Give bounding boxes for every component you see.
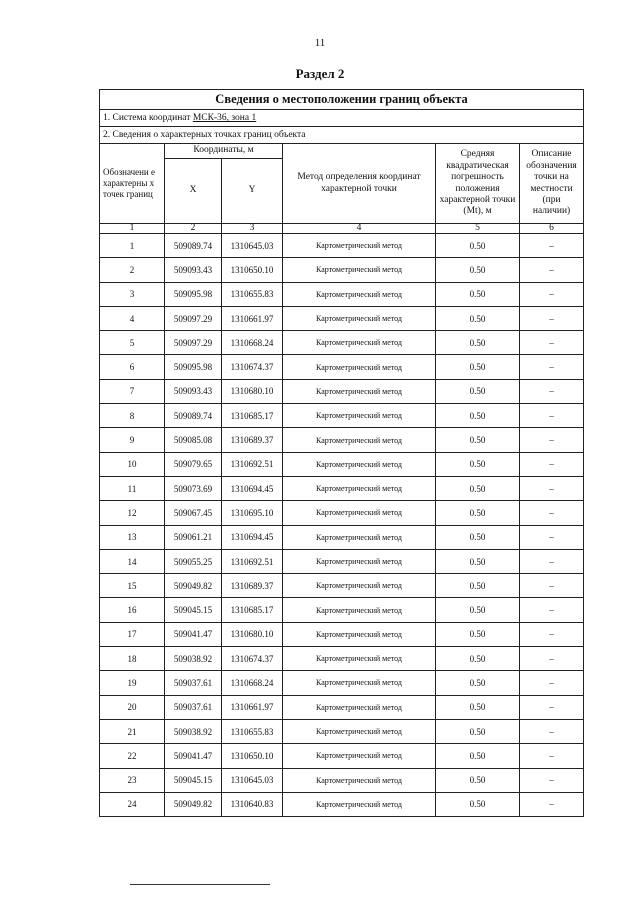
coord-y-cell: 1310689.37	[222, 428, 283, 452]
method-cell: Картометрический метод	[283, 452, 436, 476]
coord-y-cell: 1310692.51	[222, 452, 283, 476]
coord-y-cell: 1310680.10	[222, 379, 283, 403]
table-row	[100, 306, 584, 330]
method-cell: Картометрический метод	[283, 622, 436, 646]
coord-x-cell: 509055.25	[165, 549, 222, 573]
table-row	[100, 744, 584, 768]
point-number-cell: 18	[100, 647, 165, 671]
point-number-cell: 24	[100, 792, 165, 816]
coord-y-cell: 1310674.37	[222, 647, 283, 671]
point-number-cell: 12	[100, 501, 165, 525]
table-row	[100, 768, 584, 792]
coord-x-cell: 509061.21	[165, 525, 222, 549]
table-row	[100, 355, 584, 379]
header-y: Y	[222, 159, 283, 224]
point-number-cell: 3	[100, 282, 165, 306]
coord-x-cell: 509079.65	[165, 452, 222, 476]
error-value-cell: 0.50	[436, 452, 520, 476]
coord-y-cell: 1310650.10	[222, 744, 283, 768]
error-value-cell: 0.50	[436, 234, 520, 258]
method-cell: Картометрический метод	[283, 306, 436, 330]
header-point-designation: Обозначени е характерны х точек границ	[100, 144, 165, 224]
table-row	[100, 598, 584, 622]
description-cell: –	[520, 234, 584, 258]
coord-y-cell: 1310680.10	[222, 622, 283, 646]
error-value-cell: 0.50	[436, 306, 520, 330]
point-number-cell: 19	[100, 671, 165, 695]
method-cell: Картометрический метод	[283, 768, 436, 792]
table-row	[100, 282, 584, 306]
table-row	[100, 671, 584, 695]
error-value-cell: 0.50	[436, 647, 520, 671]
coord-y-cell: 1310668.24	[222, 671, 283, 695]
point-number-cell: 6	[100, 355, 165, 379]
coord-x-cell: 509041.47	[165, 622, 222, 646]
point-number-cell: 11	[100, 476, 165, 500]
point-number-cell: 9	[100, 428, 165, 452]
description-cell: –	[520, 549, 584, 573]
method-cell: Картометрический метод	[283, 525, 436, 549]
column-number: 1	[100, 224, 165, 234]
coord-x-cell: 509093.43	[165, 379, 222, 403]
coord-y-cell: 1310655.83	[222, 719, 283, 743]
error-value-cell: 0.50	[436, 501, 520, 525]
table-row	[100, 574, 584, 598]
table-row	[100, 501, 584, 525]
description-cell: –	[520, 452, 584, 476]
coord-system	[100, 110, 584, 127]
coord-x-cell: 509038.92	[165, 719, 222, 743]
coord-x-cell: 509041.47	[165, 744, 222, 768]
description-cell: –	[520, 792, 584, 816]
table-row	[100, 549, 584, 573]
description-cell: –	[520, 282, 584, 306]
description-cell: –	[520, 768, 584, 792]
error-value-cell: 0.50	[436, 792, 520, 816]
method-cell: Картометрический метод	[283, 671, 436, 695]
table-row	[100, 379, 584, 403]
points-heading: 2. Сведения о характерных точках границ объекта	[100, 127, 584, 144]
coord-y-cell: 1310689.37	[222, 574, 283, 598]
table-row	[100, 428, 584, 452]
point-number-cell: 22	[100, 744, 165, 768]
description-cell: –	[520, 404, 584, 428]
error-value-cell: 0.50	[436, 574, 520, 598]
coord-x-cell: 509089.74	[165, 234, 222, 258]
header-x: X	[165, 159, 222, 224]
point-number-cell: 4	[100, 306, 165, 330]
error-value-cell: 0.50	[436, 768, 520, 792]
error-value-cell: 0.50	[436, 379, 520, 403]
column-number: 6	[520, 224, 584, 234]
coord-y-cell: 1310695.10	[222, 501, 283, 525]
coord-x-cell: 509095.98	[165, 282, 222, 306]
method-cell: Картометрический метод	[283, 695, 436, 719]
description-cell: –	[520, 695, 584, 719]
point-number-cell: 8	[100, 404, 165, 428]
point-number-cell: 15	[100, 574, 165, 598]
description-cell: –	[520, 355, 584, 379]
coord-x-cell: 509095.98	[165, 355, 222, 379]
description-cell: –	[520, 379, 584, 403]
column-number: 4	[283, 224, 436, 234]
method-cell: Картометрический метод	[283, 234, 436, 258]
coord-y-cell: 1310645.03	[222, 234, 283, 258]
error-value-cell: 0.50	[436, 258, 520, 282]
coord-x-cell: 509097.29	[165, 306, 222, 330]
coord-x-cell: 509037.61	[165, 695, 222, 719]
error-value-cell: 0.50	[436, 404, 520, 428]
table-row	[100, 452, 584, 476]
point-number-cell: 2	[100, 258, 165, 282]
method-cell: Картометрический метод	[283, 379, 436, 403]
header-description: Описание обозначения точки на местности (при наличии)	[520, 144, 584, 224]
page-number: 11	[314, 37, 326, 49]
coord-x-cell: 509038.92	[165, 647, 222, 671]
coord-y-cell: 1310668.24	[222, 331, 283, 355]
column-number: 2	[165, 224, 222, 234]
point-number-cell: 7	[100, 379, 165, 403]
method-cell: Картометрический метод	[283, 501, 436, 525]
error-value-cell: 0.50	[436, 331, 520, 355]
coord-x-cell: 509067.45	[165, 501, 222, 525]
method-cell: Картометрический метод	[283, 355, 436, 379]
coord-x-cell: 509089.74	[165, 404, 222, 428]
point-number-cell: 1	[100, 234, 165, 258]
description-cell: –	[520, 598, 584, 622]
coord-x-cell: 509045.15	[165, 598, 222, 622]
description-cell: –	[520, 306, 584, 330]
error-value-cell: 0.50	[436, 549, 520, 573]
method-cell: Картометрический метод	[283, 744, 436, 768]
column-number: 5	[436, 224, 520, 234]
coord-y-cell: 1310640.83	[222, 792, 283, 816]
table-row	[100, 476, 584, 500]
error-value-cell: 0.50	[436, 744, 520, 768]
coord-x-cell: 509093.43	[165, 258, 222, 282]
method-cell: Картометрический метод	[283, 719, 436, 743]
description-cell: –	[520, 647, 584, 671]
method-cell: Картометрический метод	[283, 404, 436, 428]
error-value-cell: 0.50	[436, 695, 520, 719]
point-number-cell: 14	[100, 549, 165, 573]
header-error: Средняя квадратическая погрешность положения характерной точки (Мt), м	[436, 144, 520, 224]
table-title: Сведения о местоположении границ объекта	[100, 90, 584, 110]
method-cell: Картометрический метод	[283, 598, 436, 622]
coord-y-cell: 1310674.37	[222, 355, 283, 379]
coord-y-cell: 1310661.97	[222, 695, 283, 719]
coord-x-cell: 509073.69	[165, 476, 222, 500]
coord-x-cell: 509045.15	[165, 768, 222, 792]
error-value-cell: 0.50	[436, 476, 520, 500]
column-number: 3	[222, 224, 283, 234]
point-number-cell: 16	[100, 598, 165, 622]
method-cell: Картометрический метод	[283, 331, 436, 355]
error-value-cell: 0.50	[436, 598, 520, 622]
point-number-cell: 21	[100, 719, 165, 743]
table-row	[100, 719, 584, 743]
header-coordinates: Координаты, м	[165, 144, 283, 159]
coord-y-cell: 1310650.10	[222, 258, 283, 282]
table-row	[100, 404, 584, 428]
coord-system-value: МСК-36, зона 1	[192, 113, 257, 123]
description-cell: –	[520, 501, 584, 525]
table-row	[100, 525, 584, 549]
description-cell: –	[520, 744, 584, 768]
description-cell: –	[520, 476, 584, 500]
coord-y-cell: 1310645.03	[222, 768, 283, 792]
error-value-cell: 0.50	[436, 282, 520, 306]
description-cell: –	[520, 525, 584, 549]
table-row	[100, 695, 584, 719]
table-row	[100, 258, 584, 282]
error-value-cell: 0.50	[436, 671, 520, 695]
boundary-points-table	[99, 89, 584, 817]
description-cell: –	[520, 622, 584, 646]
coord-x-cell: 509037.61	[165, 671, 222, 695]
coord-y-cell: 1310661.97	[222, 306, 283, 330]
method-cell: Картометрический метод	[283, 549, 436, 573]
section-title: Раздел 2	[295, 66, 345, 81]
table-row	[100, 331, 584, 355]
error-value-cell: 0.50	[436, 525, 520, 549]
method-cell: Картометрический метод	[283, 428, 436, 452]
method-cell: Картометрический метод	[283, 258, 436, 282]
table-row	[100, 622, 584, 646]
coord-y-cell: 1310655.83	[222, 282, 283, 306]
method-cell: Картометрический метод	[283, 282, 436, 306]
point-number-cell: 17	[100, 622, 165, 646]
method-cell: Картометрический метод	[283, 792, 436, 816]
error-value-cell: 0.50	[436, 428, 520, 452]
coord-x-cell: 509097.29	[165, 331, 222, 355]
table-row	[100, 792, 584, 816]
point-number-cell: 20	[100, 695, 165, 719]
description-cell: –	[520, 331, 584, 355]
footer-divider	[130, 884, 270, 885]
coord-y-cell: 1310685.17	[222, 404, 283, 428]
coord-y-cell: 1310685.17	[222, 598, 283, 622]
coord-y-cell: 1310694.45	[222, 476, 283, 500]
coord-x-cell: 509085.08	[165, 428, 222, 452]
description-cell: –	[520, 719, 584, 743]
description-cell: –	[520, 258, 584, 282]
description-cell: –	[520, 428, 584, 452]
method-cell: Картометрический метод	[283, 476, 436, 500]
coord-x-cell: 509049.82	[165, 574, 222, 598]
table-row	[100, 647, 584, 671]
method-cell: Картометрический метод	[283, 647, 436, 671]
point-number-cell: 10	[100, 452, 165, 476]
coord-y-cell: 1310692.51	[222, 549, 283, 573]
error-value-cell: 0.50	[436, 622, 520, 646]
point-number-cell: 5	[100, 331, 165, 355]
point-number-cell: 23	[100, 768, 165, 792]
coord-x-cell: 509049.82	[165, 792, 222, 816]
method-cell: Картометрический метод	[283, 574, 436, 598]
error-value-cell: 0.50	[436, 355, 520, 379]
description-cell: –	[520, 574, 584, 598]
coord-system-label: 1. Система координат	[103, 113, 193, 123]
coord-y-cell: 1310694.45	[222, 525, 283, 549]
table-row	[100, 234, 584, 258]
header-method: Метод определения координат характерной точки	[283, 144, 436, 224]
error-value-cell: 0.50	[436, 719, 520, 743]
description-cell: –	[520, 671, 584, 695]
point-number-cell: 13	[100, 525, 165, 549]
column-number-row	[100, 224, 584, 234]
